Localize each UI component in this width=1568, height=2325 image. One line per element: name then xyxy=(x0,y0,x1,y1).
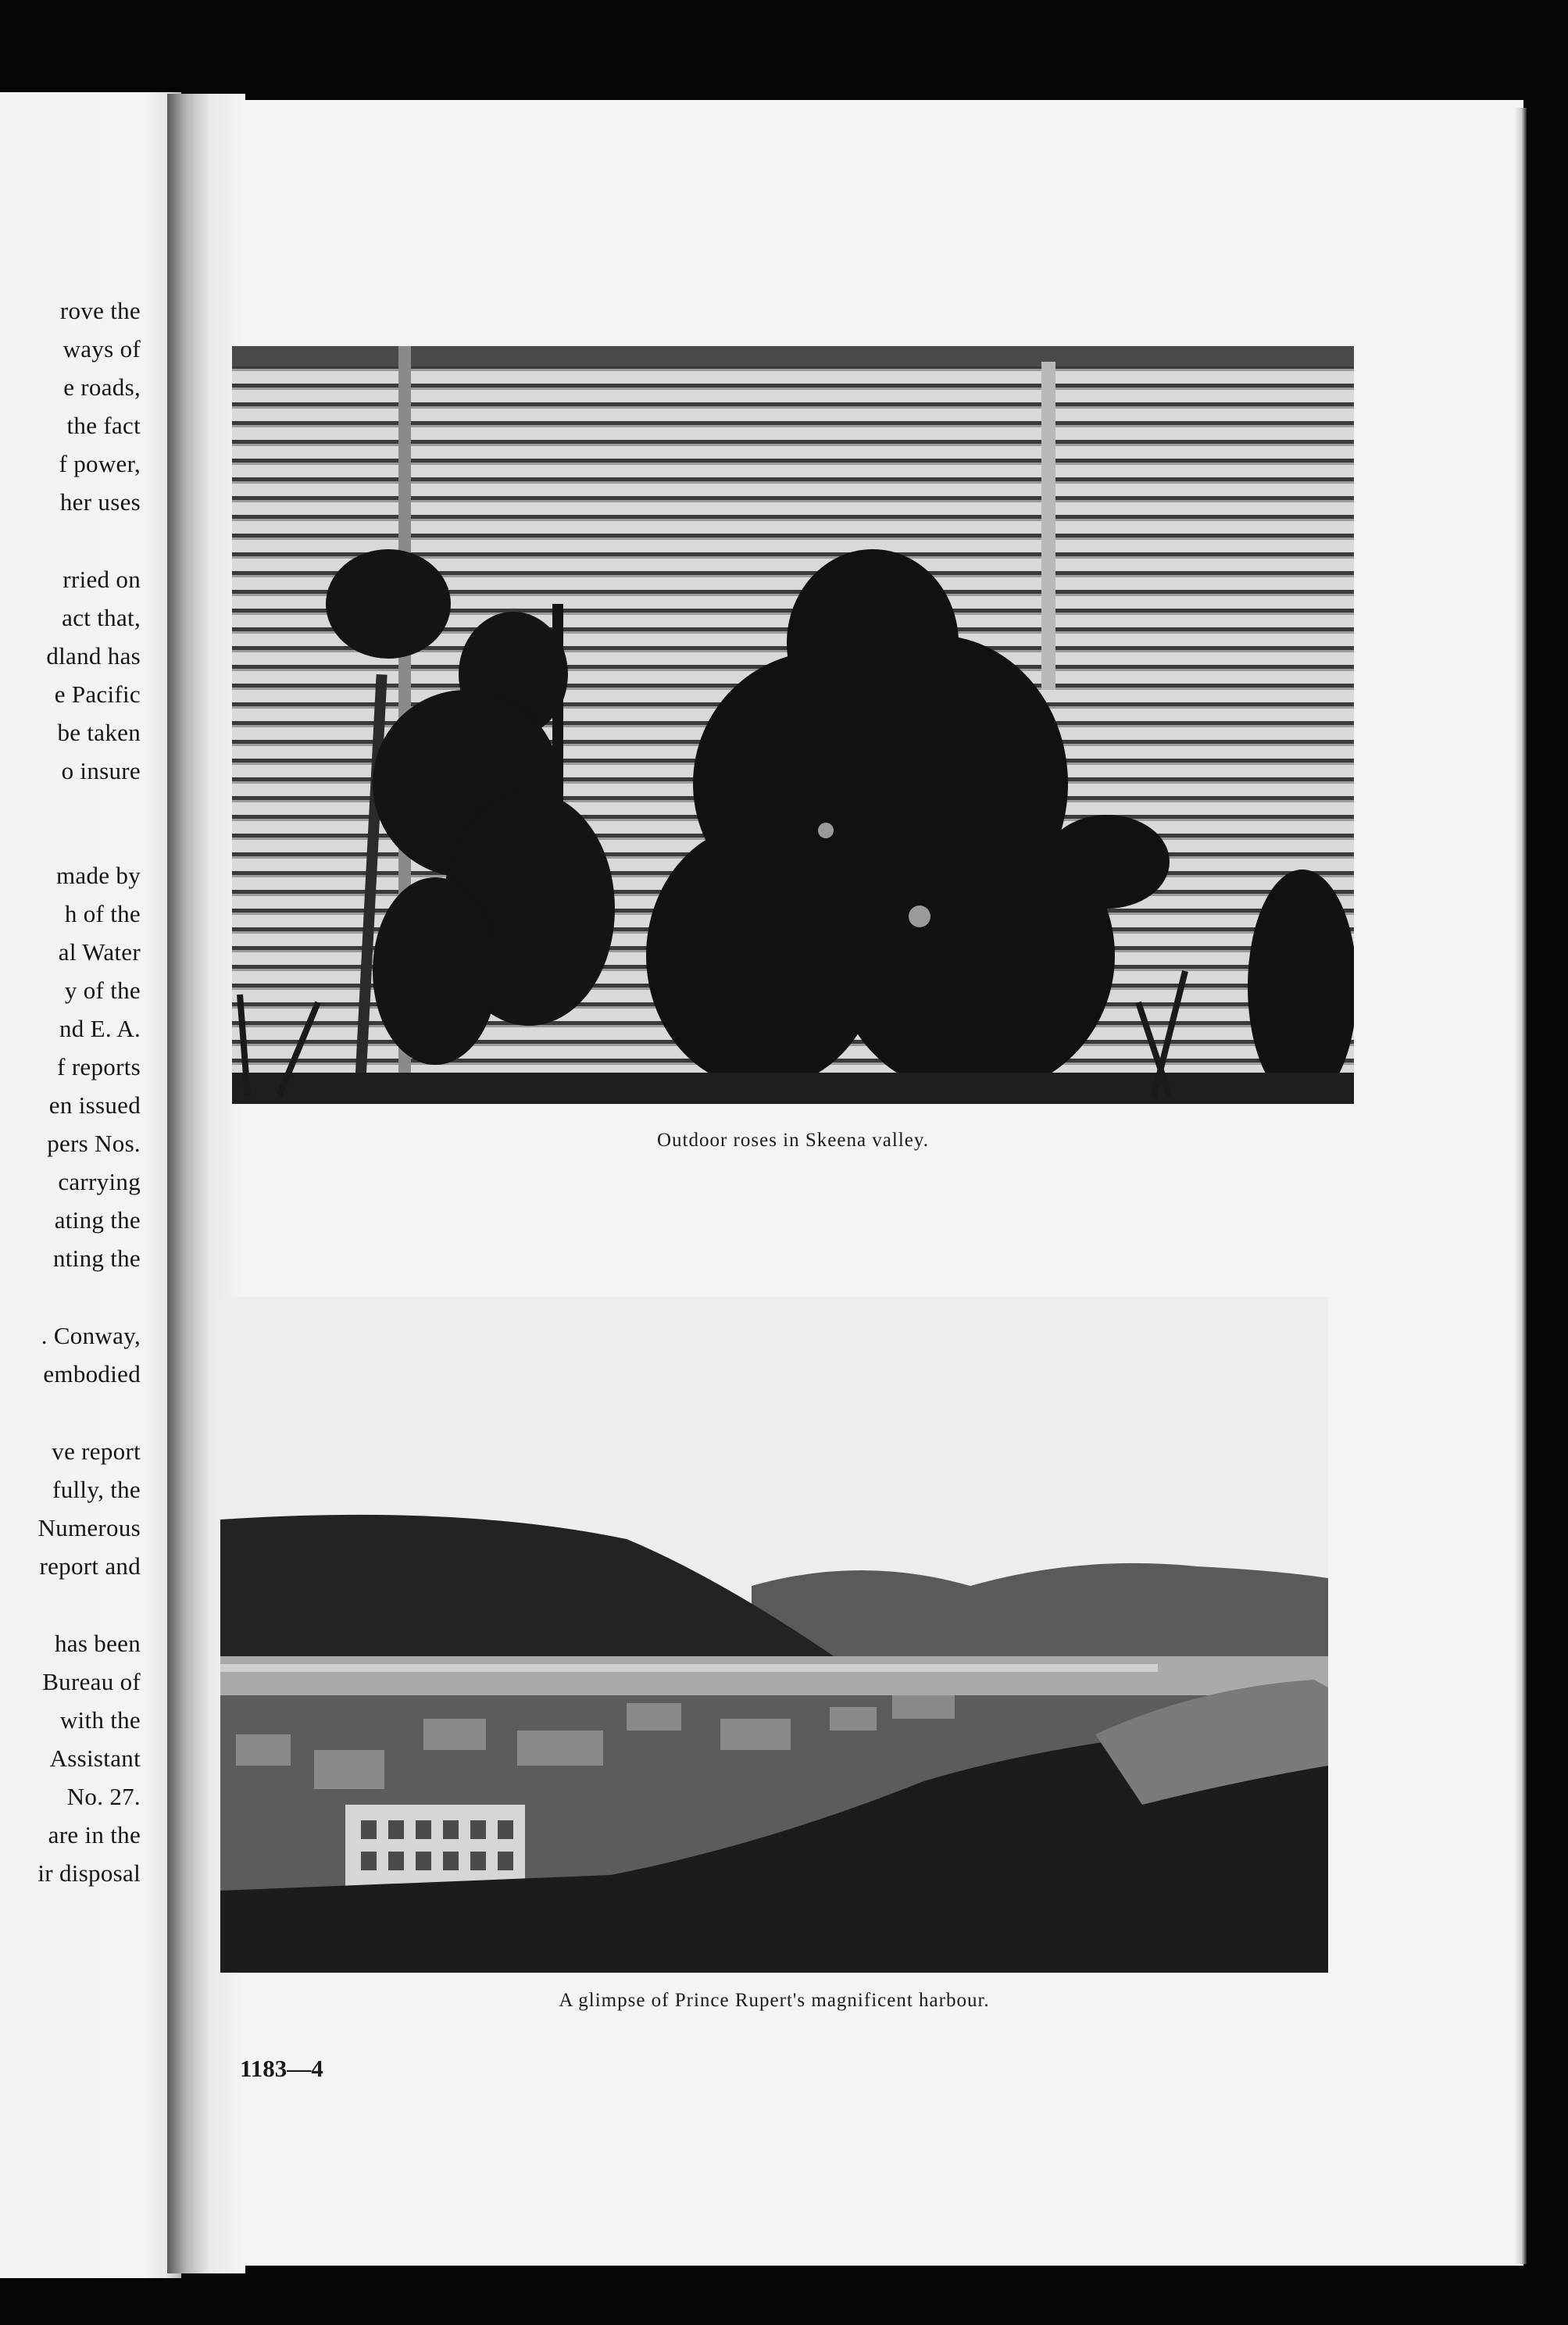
left-text-line: report and xyxy=(39,1552,141,1580)
left-text-line: made by xyxy=(56,862,141,889)
left-text-line: . Conway, xyxy=(41,1322,141,1349)
left-text-line: dland has xyxy=(46,642,141,670)
harbour-photo xyxy=(220,1297,1328,1973)
left-text-line: rried on xyxy=(63,566,141,593)
left-text-line: e Pacific xyxy=(54,680,141,708)
roses-photo xyxy=(232,346,1354,1104)
left-text-line: ways of xyxy=(63,335,141,362)
roses-caption: Outdoor roses in Skeena valley. xyxy=(656,1130,930,1151)
left-text-line: ve report xyxy=(52,1438,141,1465)
left-text-line: Assistant xyxy=(49,1745,141,1772)
left-text-line: e roads, xyxy=(63,373,141,401)
left-text-line: nting the xyxy=(52,1245,141,1272)
left-text-line: rove the xyxy=(59,297,141,324)
left-text-line: has been xyxy=(55,1630,141,1657)
left-text-line: her uses xyxy=(59,488,141,516)
left-text-line: ir disposal xyxy=(38,1859,141,1887)
left-page xyxy=(0,92,181,2278)
page-edge xyxy=(1514,108,1527,2264)
left-text-line: pers Nos. xyxy=(47,1130,141,1157)
left-text-line: h of the xyxy=(64,900,141,927)
left-text-line: fully, the xyxy=(52,1476,141,1503)
left-text-line: be taken xyxy=(57,719,141,746)
left-text-line: ating the xyxy=(54,1206,141,1234)
left-text-line: carrying xyxy=(58,1168,141,1195)
left-text-line: y of the xyxy=(64,977,141,1004)
left-text-line: Bureau of xyxy=(42,1668,141,1695)
left-text-line: act that, xyxy=(62,604,141,631)
left-text-line: are in the xyxy=(48,1821,141,1848)
left-text-line: No. 27. xyxy=(66,1783,141,1810)
left-text-line: o insure xyxy=(61,757,141,784)
harbour-caption: A glimpse of Prince Rupert's magnificent harbour. xyxy=(559,1990,990,2011)
left-text-line: al Water xyxy=(58,938,141,966)
left-text-line: en issued xyxy=(48,1091,141,1119)
left-text-line: the fact xyxy=(66,412,141,439)
left-text-line: embodied xyxy=(43,1360,141,1388)
left-text-line: f power, xyxy=(59,450,141,477)
left-text-line: f reports xyxy=(57,1053,141,1080)
left-text-line: with the xyxy=(59,1706,141,1734)
left-text-line: nd E. A. xyxy=(59,1015,141,1042)
page-folio: 1183—4 xyxy=(240,2055,323,2082)
left-text-line: Numerous xyxy=(38,1514,141,1541)
